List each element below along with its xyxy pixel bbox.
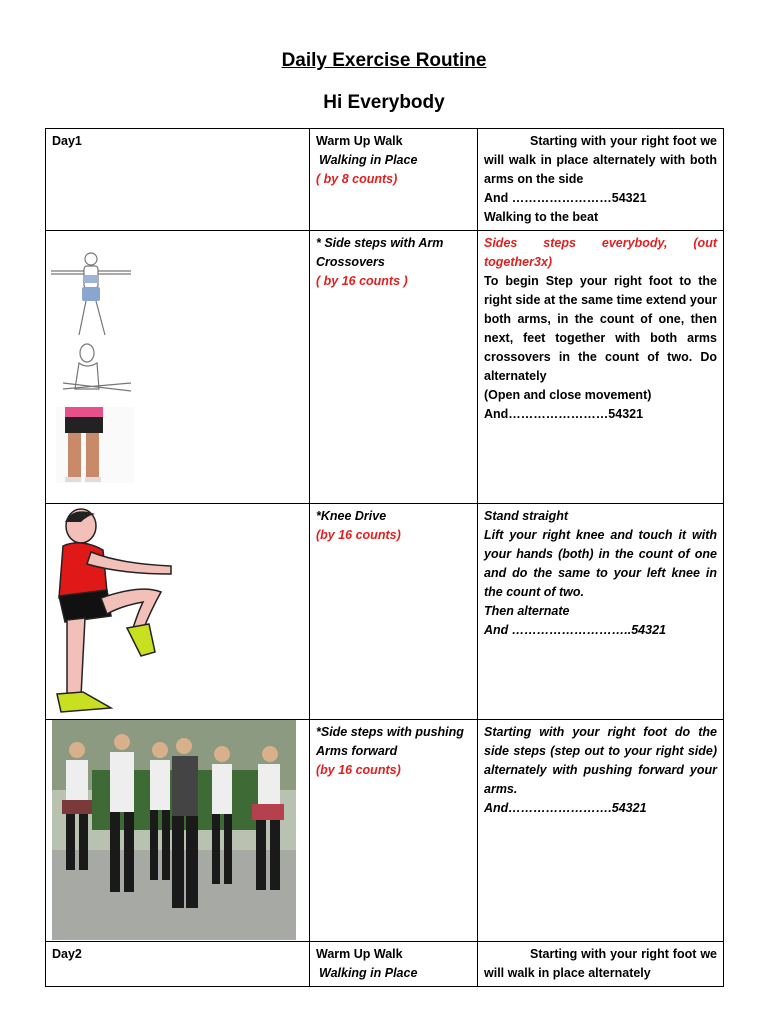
group-dance-photo-image <box>52 720 296 940</box>
description-line: And ……………………54321 <box>484 191 647 205</box>
description-line: Starting with your right foot we will walk in place alternately with both arms on the side <box>484 134 717 186</box>
exercise-table <box>45 128 724 987</box>
exercise-cell <box>310 129 478 231</box>
table-row <box>46 942 724 987</box>
day-label: Day2 <box>46 942 310 987</box>
image-cell <box>46 720 310 942</box>
description-highlight: Sides steps everybody, (out together3x) <box>484 236 717 269</box>
exercise-name: *Knee Drive <box>316 509 387 523</box>
exercise-count: (by 16 counts) <box>316 763 401 777</box>
table-row <box>46 504 724 720</box>
description-line: And……………………54321 <box>484 407 644 421</box>
arm-crossover-figure-image <box>51 249 161 501</box>
day-label: Day1 <box>46 129 310 231</box>
exercise-count: ( by 8 counts) <box>316 172 398 186</box>
exercise-sub: Walking in Place <box>319 153 418 167</box>
exercise-name: * Side steps with Arm Crossovers <box>316 236 444 269</box>
table-row <box>46 720 724 942</box>
exercise-name: *Side steps with pushing Arms forward <box>316 725 464 758</box>
document-subtitle: Hi Everybody <box>323 92 445 113</box>
exercise-cell <box>310 720 478 942</box>
exercise-count: (by 16 counts) <box>316 528 401 542</box>
description-line: (Open and close movement) <box>484 388 652 402</box>
description-line: Walking to the beat <box>484 210 599 224</box>
description-line: And ………………………..54321 <box>484 623 666 637</box>
description-cell <box>478 129 724 231</box>
description-line: Stand straight <box>484 509 569 523</box>
image-cell <box>46 231 310 504</box>
description-cell <box>478 942 724 987</box>
description-line: Starting with your right foot do the side steps (step out to your right side) alternately with pushing forward your arms. <box>484 725 717 796</box>
description-cell <box>478 504 724 720</box>
table-row <box>46 129 724 231</box>
exercise-name: Warm Up Walk <box>316 947 403 961</box>
description-line: To begin Step your right foot to the right side at the same time extend your both arms, in the count of one, then next, feet together with both arms crossovers in the count of two. Do alternately <box>484 274 717 383</box>
table-row <box>46 231 724 504</box>
exercise-sub: Walking in Place <box>319 966 418 980</box>
exercise-count: ( by 16 counts ) <box>316 274 408 288</box>
exercise-cell <box>310 504 478 720</box>
description-cell <box>478 231 724 504</box>
description-line: And…………………….54321 <box>484 801 647 815</box>
knee-drive-figure-image <box>51 506 181 718</box>
exercise-cell <box>310 231 478 504</box>
exercise-name: Warm Up Walk <box>316 134 403 148</box>
exercise-cell <box>310 942 478 987</box>
description-line: Lift your right knee and touch it with your hands (both) in the count of one and do the same to your left knee in the count of two. <box>484 528 717 599</box>
description-cell <box>478 720 724 942</box>
description-line: Starting with your right foot we will walk in place alternately <box>484 947 717 980</box>
image-cell <box>46 504 310 720</box>
document-title: Daily Exercise Routine <box>281 50 487 71</box>
description-line: Then alternate <box>484 604 570 618</box>
